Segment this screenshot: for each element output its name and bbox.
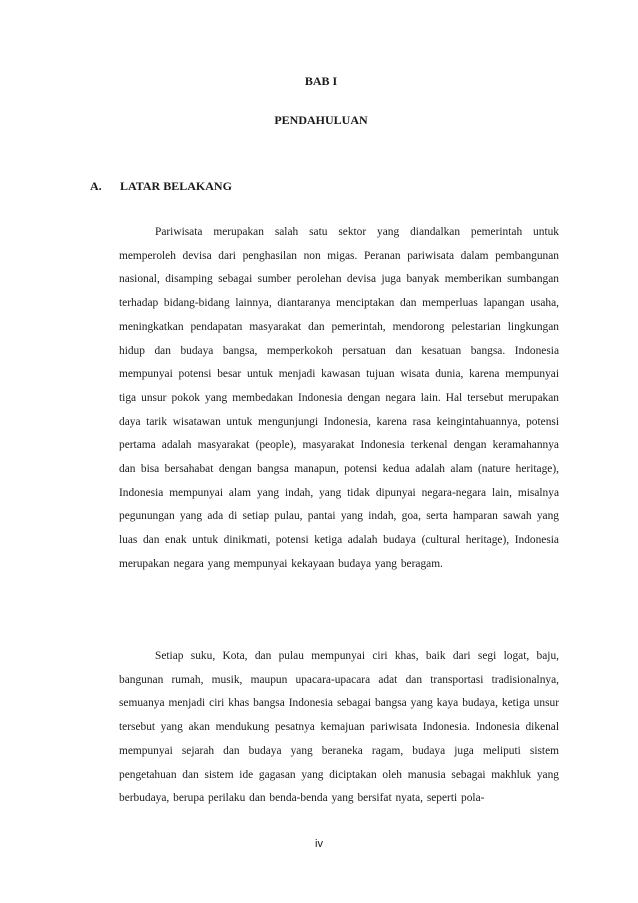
section-heading xyxy=(90,179,232,194)
body-paragraph xyxy=(119,221,559,577)
section-letter: A. xyxy=(90,179,102,193)
body-paragraph xyxy=(119,645,559,811)
chapter-number: BAB I xyxy=(304,74,338,88)
chapter-title: PENDAHULUAN xyxy=(274,113,368,127)
page-number: iv xyxy=(315,838,323,850)
section-title: LATAR BELAKANG xyxy=(120,179,232,193)
paragraph-text: Setiap suku, Kota, dan pulau mempunyai ciri khas, baik dari segi logat, baju, bangunan rumah, musik, maupun upacara-upacara adat dan transportasi tradisionalnya, semuanya menjadi ciri khas bangsa Indonesia sebagai bangsa yang kaya budaya, ketiga unsur tersebut yang akan mendukung pesatnya kemajuan pariwisata Indonesia. Indonesia dikenal mempunyai sejarah dan budaya yang beraneka ragam, budaya juga meliputi sistem pengetahuan dan sistem ide gagasan yang diciptakan oleh manusia sebagai makhluk yang berbudaya, berupa perilaku dan benda-benda yang bersifat nyata, seperti pola- xyxy=(119,650,559,805)
paragraph-text: Pariwisata merupakan salah satu sektor yang diandalkan pemerintah untuk memperoleh devisa dari penghasilan non migas. Peranan pariwisata dalam pembangunan nasional, disamping sebagai sumber perolehan devisa juga banyak memberikan sumbangan terhadap bidang-bidang lainnya, diantaranya menciptakan dan memperluas lapangan usaha, meningkatkan pendapatan masyarakat dan pemerintah, mendorong pelestarian lingkungan hidup dan budaya bangsa, memperkokoh persatuan dan kesatuan bangsa. Indonesia mempunyai potensi besar untuk menjadi kawasan tujuan wisata dunia, karena mempunyai tiga unsur pokok yang membedakan Indonesia dengan negara lain. Hal tersebut merupakan daya tarik wisatawan untuk mengunjungi Indonesia, karena rasa keingintahuannya, potensi pertama adalah masyarakat (people), masyarakat Indonesia terkenal dengan keramahannya dan bisa bersahabat dengan bangsa manapun, potensi kedua adalah alam (nature heritage), Indonesia mempunyai alam yang indah, yang tidak dipunyai negara-negara lain, misalnya pegunungan yang ada di setiap pulau, pantai yang indah, goa, serta hamparan sawah yang luas dan enak untuk dinikmati, potensi ketiga adalah budaya (cultural heritage), Indonesia merupakan negara yang mempunyai kekayaan budaya yang beragam. xyxy=(119,226,559,570)
